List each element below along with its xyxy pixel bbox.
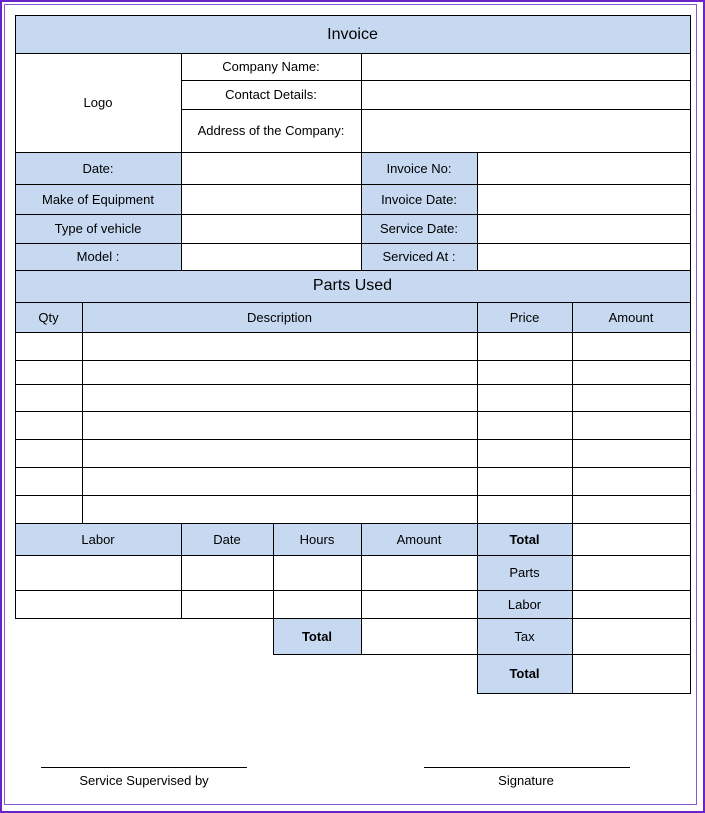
summary-total-header: Total [477,523,572,555]
summary-total-header-value[interactable] [572,523,690,555]
model-label: Model : [15,243,181,270]
company-address-label: Address of the Company: [197,123,345,138]
serviced-at-field[interactable] [477,243,690,270]
qty-header: Qty [15,302,82,332]
description-header: Description [82,302,477,332]
make-of-equipment-field[interactable] [181,184,361,214]
invoice-no-field[interactable] [477,152,690,184]
labor-date-header: Date [181,523,273,555]
make-of-equipment-label: Make of Equipment [15,184,181,214]
table-row[interactable] [15,332,690,360]
parts-used-title: Parts Used [15,270,690,302]
table-row[interactable] [15,467,690,495]
model-field[interactable] [181,243,361,270]
logo-placeholder: Logo [83,95,113,110]
type-of-vehicle-label: Type of vehicle [15,214,181,243]
summary-parts-value[interactable] [572,555,690,590]
company-address-field[interactable] [361,109,690,152]
date-field[interactable] [181,152,361,184]
labor-row[interactable] [15,555,477,590]
summary-parts-label: Parts [477,555,572,590]
service-date-label: Service Date: [361,214,477,243]
table-row[interactable] [15,439,690,467]
summary-labor-label: Labor [477,590,572,618]
price-header: Price [477,302,572,332]
serviced-at-label: Serviced At : [361,243,477,270]
summary-tax-label: Tax [477,618,572,654]
company-name-label: Company Name: [222,59,320,74]
date-label: Date: [15,152,181,184]
labor-total-label: Total [273,618,361,654]
company-name-field[interactable] [361,53,690,80]
type-of-vehicle-field[interactable] [181,214,361,243]
invoice-title: Invoice [15,16,690,53]
invoice-no-label: Invoice No: [361,152,477,184]
hours-header: Hours [273,523,361,555]
summary-labor-value[interactable] [572,590,690,618]
signature-label: Signature [498,772,554,788]
service-date-field[interactable] [477,214,690,243]
labor-row[interactable] [15,590,477,618]
contact-details-label: Contact Details: [225,87,317,102]
labor-header: Labor [15,523,181,555]
labor-amount-header: Amount [361,523,477,555]
customer-signature-line[interactable] [424,767,630,768]
table-row[interactable] [15,411,690,439]
service-supervised-by-label: Service Supervised by [79,772,209,788]
contact-details-field[interactable] [361,80,690,109]
amount-header: Amount [572,302,690,332]
table-row[interactable] [15,360,690,384]
labor-total-value[interactable] [361,618,477,654]
supervisor-signature-line[interactable] [41,767,247,768]
summary-grand-total-value[interactable] [572,654,690,693]
invoice-date-label: Invoice Date: [361,184,477,214]
summary-tax-value[interactable] [572,618,690,654]
summary-grand-total-label: Total [477,654,572,693]
table-row[interactable] [15,495,690,523]
table-row[interactable] [15,384,690,411]
invoice-date-field[interactable] [477,184,690,214]
